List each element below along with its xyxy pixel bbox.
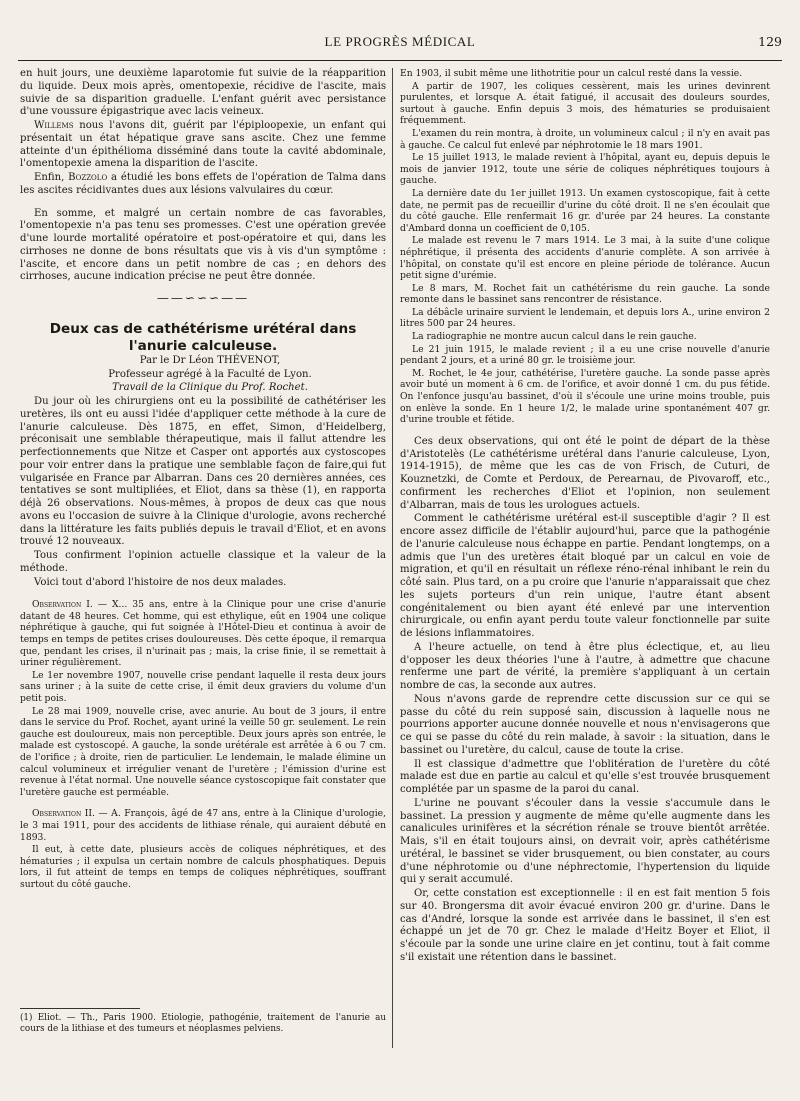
author-affiliation: Professeur agrégé à la Faculté de Lyon. — [108, 368, 312, 380]
paragraph: Il est classique d'admettre que l'oblitération de l'uretère du côté malade est due en partie au calcul et qu'elle s'est trouvée brusquement complétée par un spasme de la paroi du canal. — [400, 758, 770, 796]
paragraph: Voici tout d'abord l'histoire de nos deux malades. — [34, 576, 287, 588]
paragraph: En somme, et malgré un certain nombre de cas favorables, l'omentopexie n'a pas tenu ses promesses. C'est une opération grevée d'une lourde mortalité opératoire et post-opératoire et qui, dans les cirrhoses ne donne de bons résultats que vis à vis d'un symptôme : l'ascite, et encore dans un petit nombre de cas ; en dehors des cirrhoses, aucune indication précise ne peut être donnée. — [20, 207, 386, 283]
paragraph: Comment le cathétérisme urétéral est-il susceptible d'agir ? Il est encore assez difficile de l'établir aujourd'hui, parce que la pathogénie de l'anurie calculeuse nous échappe en partie. Pendant longtemps, on a admis que l'un des uretères était bloqué par un calcul en voie de migration, et qu'il en résultait un réflexe réno-rénal inhibant le rein du côté sain. Plus tard, on a pu croire que l'anurie n'apparaissait que chez les sujets porteurs d'un rein unique, l'autre étant absent congénitalement ou bien ayant été enlevé par une intervention chirurgicale, ou enfin ayant perdu toute valeur fonctionnelle par suite de lésions inflammatoires. — [400, 513, 770, 640]
section-ornament: ——∽∽∽—— — [156, 291, 250, 305]
observation-paragraph: Le 1er novembre 1907, nouvelle crise pendant laquelle il resta deux jours sans uriner ; à la suite de cette crise, il émit deux graviers du volume d'un petit pois. — [20, 669, 386, 704]
observation-label: Observation I. — [32, 599, 93, 611]
paragraph — [20, 172, 386, 198]
left-column — [20, 68, 386, 892]
observation-paragraph: La dernière date du 1er juillet 1913. Un examen cystoscopique, fait à cette date, ne permit pas de recueillir d'urine du côté droit. Il ne s'en écoulait que du côté gauche. Elle renfermait 16 gr. d'urée par 24 heures. La constante d'Ambard donna un coefficient de 0,105. — [400, 187, 770, 234]
observation-paragraph: Le 21 juin 1915, le malade revient ; il a eu une crise nouvelle d'anurie pendant 2 jours, et a uriné 80 gr. le troisième jour. — [400, 343, 770, 367]
observation-paragraph: En 1903, il subit même une lithotritie pour un calcul resté dans la vessie. — [400, 68, 743, 79]
paragraph: Du jour où les chirurgiens ont eu la possibilité de cathétériser les uretères, ils ont eu aussi l'idée d'appliquer cette méthode à la cure de l'anurie calculeuse. Dès 1875, en effet, Simon, d'Heidelberg, préconisait une semblable thérapeutique, mais il fallut attendre les perfectionnements que Nitze et Casper ont apportés aux cystoscopes pour voir entrer dans la pratique une semblable façon de faire,qui fut vulgarisée en France par Albarran. Dans ces 20 dernières années, ces tentatives se sont multipliées, et Eliot, dans sa thèse (1), en rapporta déjà 26 observations. Nous-mêmes, à propos de deux cas que nous avons eu l'occasion de suivre à la Clinique d'urologie, avons recherché dans la littérature les faits publiés depuis le travail d'Eliot, et en avons trouvé 12 nouveaux. — [20, 396, 386, 548]
footnote-text: (1) Eliot. — Th., Paris 1900. Etiologie, pathogénie, traitement de l'anurie au cours de la lithiase et des tumeurs et néoplasmes pelviens. — [20, 1013, 386, 1034]
observation-paragraph: La débâcle urinaire survient le lendemain, et depuis lors A., urine environ 2 litres 500 par 24 heures. — [400, 306, 770, 330]
paragraph-text: — X... 35 ans, entre à la Clinique pour une crise d'anurie datant de 48 heures. Cet homme, qui est ethylique, eût en 1904 une colique néphrétique à gauche, qui fut soignée à l'Hôtel-Dieu et continua à avoir de temps en temps de petites crises douloureuses. Dès cette époque, il remarqua que, pendant les crises, il n'urinait pas ; mais, la crise finie, il se remettait à uriner régulièrement. — [20, 599, 386, 669]
observation-paragraph: M. Rochet, le 4e jour, cathétérise, l'uretère gauche. La sonde passe après avoir buté un moment à 6 cm. de l'orifice, et avoir donné 1 cm. du pus fétide. On l'enfonce jusqu'au bassinet, d'où il s'écoule une urine moins trouble, puis on enlève la sonde. En 1 heure 1/2, le malade urine spontanément 407 gr. d'urine trouble et fétide. — [400, 367, 770, 426]
paragraph: A l'heure actuelle, on tend à être plus éclectique, et, au lieu d'opposer les deux théories l'une à l'autre, à admettre que chacune renferme une part de vérité, la première s'appliquant à un certain nombre de cas, la seconde aux autres. — [400, 641, 770, 692]
paragraph: Ces deux observations, qui ont été le point de départ de la thèse d'Aristotelès (Le cathétérisme urétéral dans l'anurie calculeuse, Lyon, 1914-1915), de même que les cas de von Frisch, de Cuturi, de Kouznetzki, de Comte et Perdoux, de Perearnau, de Pivovaroff, etc., confirment les recherches d'Eliot et l'opinion, non seulement d'Albarran, mais de tous les urologues actuels. — [400, 435, 770, 511]
paragraph: Or, cette constation est exceptionnelle : il en est fait mention 5 fois sur 40. Brongersma dit avoir évacué environ 200 gr. d'urine. Dans le cas d'André, lorsque la sonde est arrivée dans le bassinet, il s'en est échappé un jet de 70 gr. Chez le malade d'Heitz Boyer et Eliot, il s'écoule par la sonde une urine claire en jet continu, tout à fait comme s'il existait une rétention dans le bassinet. — [400, 888, 770, 963]
paragraph: Tous confirment l'opinion actuelle classique et la valeur de la méthode. — [20, 550, 386, 574]
observation-paragraph — [20, 599, 386, 669]
header-rule — [18, 60, 782, 61]
paragraph: Nous n'avons garde de reprendre cette discussion sur ce qui se passe du côté du rein supposé sain, discussion à laquelle nous ne pourrions apporter aucune donnée nouvelle et nous n'envisagerons que ce qui se passe du côté du rein malade, à savoir : la situation, dans le bassinet ou l'uretère, du calcul, cause de toute la crise. — [400, 693, 770, 756]
right-column — [400, 68, 770, 966]
clinic-note: Travail de la Clinique du Prof. Rochet. — [112, 382, 308, 394]
paragraph — [20, 120, 386, 171]
paragraph-text: nous l'avons dit, guérit par l'épiploopexie, un enfant qui présentait un état hépatique grave sans ascite. Chez une femme atteinte d'un épithélioma disséminé dans toute la cavité abdominale, l'omentopexie amena la disparition de l'ascite. — [20, 120, 386, 170]
observation-paragraph: Il eut, à cette date, plusieurs accès de coliques néphrétiques, et des hématuries ; il expulsa un certain nombre de calculs phosphatiques. Depuis lors, il fut atteint de temps en temps de coliques néphrétiques, souffrant surtout du côté gauche. — [20, 844, 386, 890]
running-header — [18, 34, 782, 54]
paragraph-text: a étudié les bons effets de l'opération de Talma dans les ascites récidivantes dues aux lésions valvulaires du cœur. — [20, 172, 386, 196]
observation-paragraph: Le 28 mai 1909, nouvelle crise, avec anurie. Au bout de 3 jours, il entre dans le service du Prof. Rochet, ayant uriné la veille 50 gr. seulement. Le rein gauche est douloureux, mais non perceptible. Deux jours après son entrée, le malade est cystoscopé. A gauche, la sonde urétérale est arrêtée à 6 ou 7 cm. de l'orifice ; à droite, rien de particulier. Le lendemain, le malade élimine un calcul volumineux et irrégulier venant de l'uretère ; l'émission d'urine est revenue à l'état normal. Une nouvelle séance cystoscopique fait constater que l'uretère gauche est perméable. — [20, 705, 386, 798]
journal-title: LE PROGRÈS MÉDICAL — [324, 34, 476, 49]
article-author: Par le Dr Léon THÉVENOT, — [139, 354, 281, 366]
paragraph: en huit jours, une deuxième laparotomie fut suivie de la réapparition du liquide. Deux mois après, omentopexie, récidive de l'ascite, mais suivie de sa disparition graduelle. L'enfant guérit avec persistance d'une voussure épigastrique avec lacis veineux. — [20, 68, 386, 118]
paragraph-text: — A. François, âgé de 47 ans, entre à la Clinique d'urologie, le 3 mai 1911, pour des accidents de lithiase rénale, qui auraient débuté en 1893. — [20, 808, 386, 843]
paragraph-text: Enfin, — [34, 172, 69, 183]
observation-paragraph: Le 8 mars, M. Rochet fait un cathétérisme du rein gauche. La sonde remonte dans le bassinet sans rencontrer de résistance. — [400, 282, 770, 306]
observation-block — [20, 599, 386, 890]
paragraph: L'urine ne pouvant s'écouler dans la vessie s'accumule dans le bassinet. La pression y augmente de même qu'elle augmente dans les canalicules urinifères et la sécrétion rénale se trouve bientôt arrêtée. Mais, s'il en était toujours ainsi, on devrait voir, après cathétérisme urétéral, le bassinet se vider brusquement, ou bien constater, au cours d'une néphrotomie ou d'une néphrectomie, l'hypertension du liquide qui y serait accumulé. — [400, 797, 770, 886]
article-title: Deux cas de cathétérisme urétéral dans l'anurie calculeuse. — [49, 320, 357, 354]
observation-label: Observation II. — [32, 808, 95, 820]
observation-paragraph — [20, 808, 386, 843]
observation-paragraph: Le 15 juillet 1913, le malade revient à l'hôpital, ayant eu, depuis depuis le mois de janvier 1912, toute une série de coliques néphrétiques toujours à gauche. — [400, 152, 770, 187]
footnote-rule — [20, 1008, 140, 1009]
observation-block — [400, 68, 770, 426]
page-number: 129 — [758, 34, 782, 49]
author-name: Willems — [34, 120, 74, 131]
author-name: Bozzolo — [68, 172, 108, 183]
footnote — [20, 1008, 386, 1034]
observation-paragraph: Le malade est revenu le 7 mars 1914. Le 3 mai, à la suite d'une colique néphrétique, il présenta des accidents d'anurie complète. A son arrivée à l'hôpital, on constate qu'il est encore en pleine période de tolérance. Aucun petit signe d'urémie. — [400, 235, 770, 282]
column-divider — [392, 68, 393, 1048]
observation-paragraph: L'examen du rein montra, à droite, un volumineux calcul ; il n'y en avait pas à gauche. Ce calcul fut enlevé par néphrotomie le 18 mars 1901. — [400, 127, 770, 151]
observation-paragraph: A partir de 1907, les coliques cessèrent, mais les urines devinrent purulentes, et lorsque A. était fatigué, il accusait des douleurs sourdes, surtout à gauche. Enfin depuis 3 mois, des hématuries se produisaient fréquemment. — [400, 80, 770, 127]
observation-paragraph: La radiographie ne montre aucun calcul dans le rein gauche. — [412, 331, 697, 343]
